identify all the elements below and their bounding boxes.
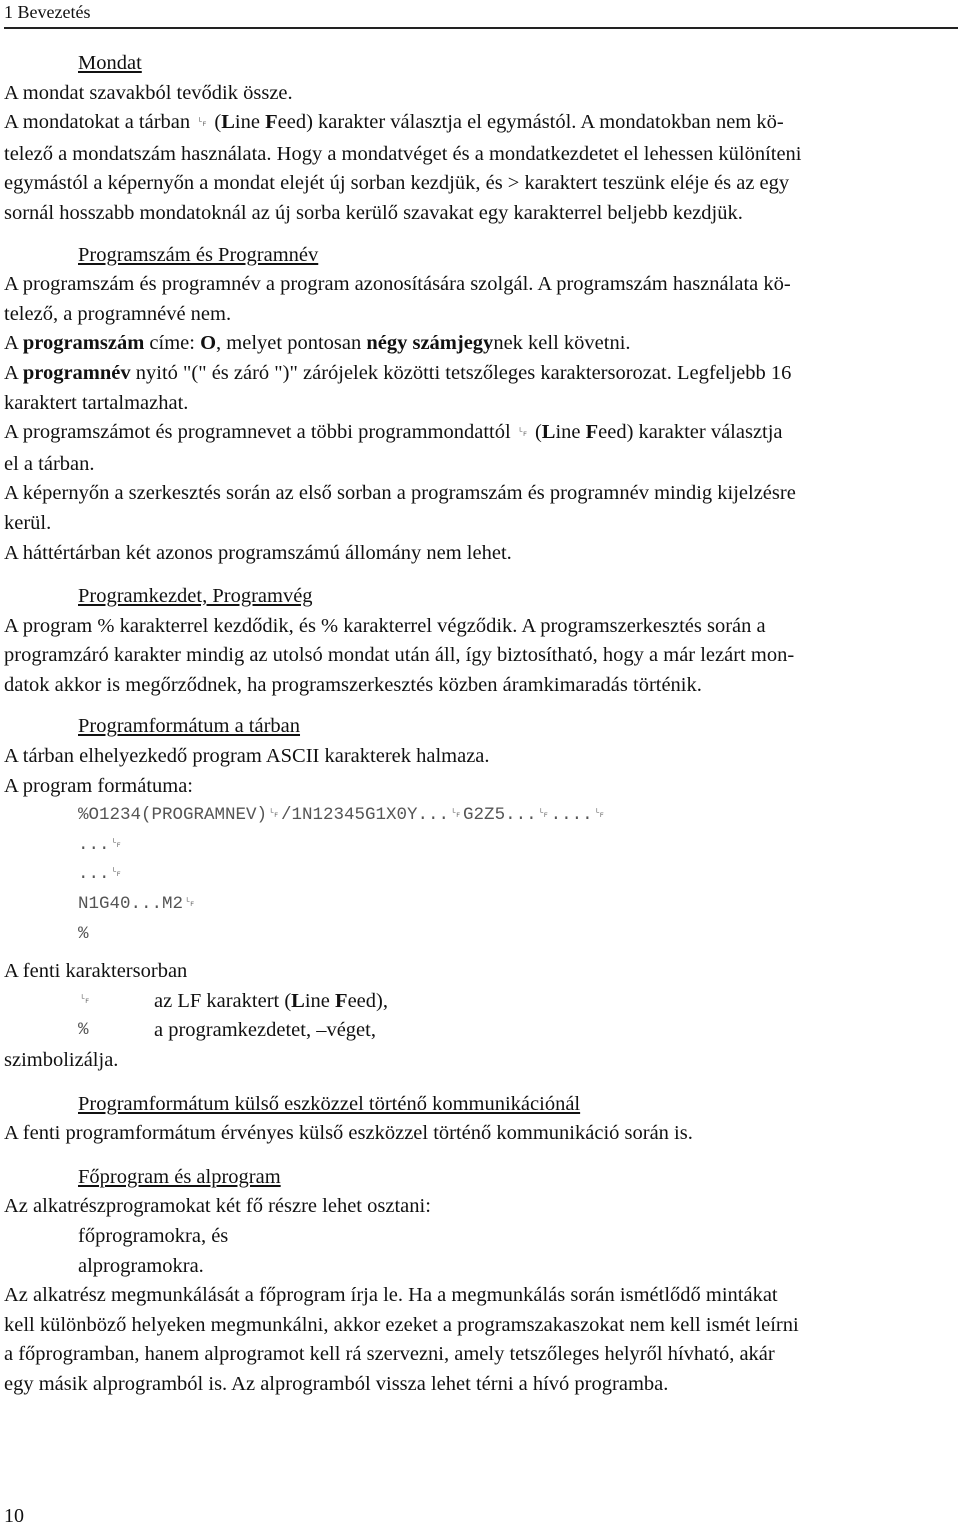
paragraph-line: A program % karakterrel kezdődik, és % karakterrel végződik. A programszerkesztés során a bbox=[4, 614, 766, 637]
running-header bbox=[4, 0, 958, 29]
paragraph-line: Az alkatrészprogramokat két fő részre lehet osztani: bbox=[4, 1195, 431, 1218]
page-number: 10 bbox=[4, 1505, 24, 1527]
section-heading-programkezdet: Programkezdet, Programvég bbox=[78, 585, 313, 608]
paragraph-line: kell különböző helyeken megmunkálni, akkor ezeket a programszakaszokat nem kell ismét leírni bbox=[4, 1313, 799, 1336]
code-line: ...␊ bbox=[78, 864, 124, 885]
paragraph-line: A fenti programformátum érvényes külső eszközzel történő kommunikáció során is. bbox=[4, 1122, 693, 1145]
paragraph-line: A program formátuma: bbox=[4, 774, 194, 797]
paragraph-line: A programnév nyitó "(" és záró ")" zárójelek közötti tetszőleges karaktersorozat. Legfeljebb 16 bbox=[4, 361, 792, 384]
paragraph-line: el a tárban. bbox=[4, 452, 95, 475]
paragraph-line: A programszám címe: O, melyet pontosan négy számjegynek kell követni. bbox=[4, 332, 631, 355]
section-heading-mondat: Mondat bbox=[78, 52, 142, 74]
paragraph-line: sornál hosszabb mondatoknál az új sorba kerülő szavakat egy karakterrel beljebb kezdjük. bbox=[4, 201, 743, 224]
code-line: %O1234(PROGRAMNEV)␊/1N12345G1X0Y...␊G2Z5...␊....␊ bbox=[78, 805, 607, 826]
paragraph-line: A programszámot és programnevet a többi programmondattól ␊ (Line Feed) karakter választja bbox=[4, 421, 783, 445]
paragraph-line: szimbolizálja. bbox=[4, 1049, 119, 1071]
page-content bbox=[4, 49, 958, 1400]
paragraph-line: telező, a programnévé nem. bbox=[4, 302, 232, 325]
symbol-definition-row bbox=[4, 1016, 958, 1046]
lf-symbol-icon: ␊ bbox=[78, 990, 92, 1011]
paragraph-line: telező a mondatszám használata. Hogy a mondatvéget és a mondatkezdetet el lehessen különíteni bbox=[4, 142, 802, 165]
paragraph-line: datok akkor is megőrződnek, ha programszerkesztés közben áramkimaradás történik. bbox=[4, 673, 702, 696]
paragraph-line: A háttértárban két azonos programszámú állomány nem lehet. bbox=[4, 541, 512, 564]
lf-symbol-icon: ␊ bbox=[195, 114, 210, 135]
symbol-description: az LF karaktert (Line Feed), bbox=[154, 989, 388, 1012]
section-heading-foprogram: Főprogram és alprogram bbox=[78, 1165, 281, 1188]
section-heading-programszam: Programszám és Programnév bbox=[78, 243, 319, 266]
paragraph-line: A fenti karaktersorban bbox=[4, 960, 188, 983]
paragraph-line: A mondatokat a tárban ␊ (Line Feed) karakter választja el egymástól. A mondatokban nem kö- bbox=[4, 111, 784, 135]
paragraph-line: egymástól a képernyőn a mondat elejét új sorban kezdjük, és > karaktert teszünk eléje és az egy bbox=[4, 172, 790, 195]
list-item: alprogramokra. bbox=[78, 1254, 204, 1277]
paragraph-line: A mondat szavakból tevődik össze. bbox=[4, 81, 293, 104]
list-item: főprogramokra, és bbox=[78, 1224, 229, 1247]
code-line: ...␊ bbox=[78, 834, 124, 855]
paragraph-line: karaktert tartalmazhat. bbox=[4, 391, 189, 414]
code-line: N1G40...M2␊ bbox=[78, 894, 198, 915]
paragraph-line: A programszám és programnév a program azonosítására szolgál. A programszám használata kö- bbox=[4, 273, 791, 296]
paragraph-line: egy másik alprogramból is. Az alprogramból vissza lehet térni a hívó programba. bbox=[4, 1372, 669, 1395]
paragraph-line: A képernyőn a szerkesztés során az első sorban a programszám és programnév mindig kijelzésre bbox=[4, 482, 796, 505]
paragraph-line: Az alkatrész megmunkálását a főprogram írja le. Ha a megmunkálás során ismétlődő mintákat bbox=[4, 1284, 778, 1307]
chapter-title: 1 Bevezetés bbox=[4, 2, 91, 22]
paragraph-line: a főprogramban, hanem alprogramot kell rá szervezni, amely tetszőleges helyről hívható, akár bbox=[4, 1343, 775, 1366]
symbol-definition-row bbox=[4, 987, 958, 1017]
percent-symbol: % bbox=[78, 1020, 89, 1041]
section-heading-programformatum: Programformátum a tárban bbox=[78, 715, 301, 738]
paragraph-line: A tárban elhelyezkedő program ASCII karakterek halmaza. bbox=[4, 745, 490, 768]
paragraph-line: kerül. bbox=[4, 511, 52, 534]
symbol-description: a programkezdetet, –véget, bbox=[154, 1019, 376, 1042]
paragraph-line: programzáró karakter mindig az utolsó mondat után áll, így biztosítható, hogy a már lezárt mon- bbox=[4, 644, 795, 667]
code-line: % bbox=[78, 923, 89, 944]
section-heading-kulso: Programformátum külső eszközzel történő kommunikációnál bbox=[78, 1092, 581, 1115]
lf-symbol-icon: ␊ bbox=[515, 424, 530, 445]
